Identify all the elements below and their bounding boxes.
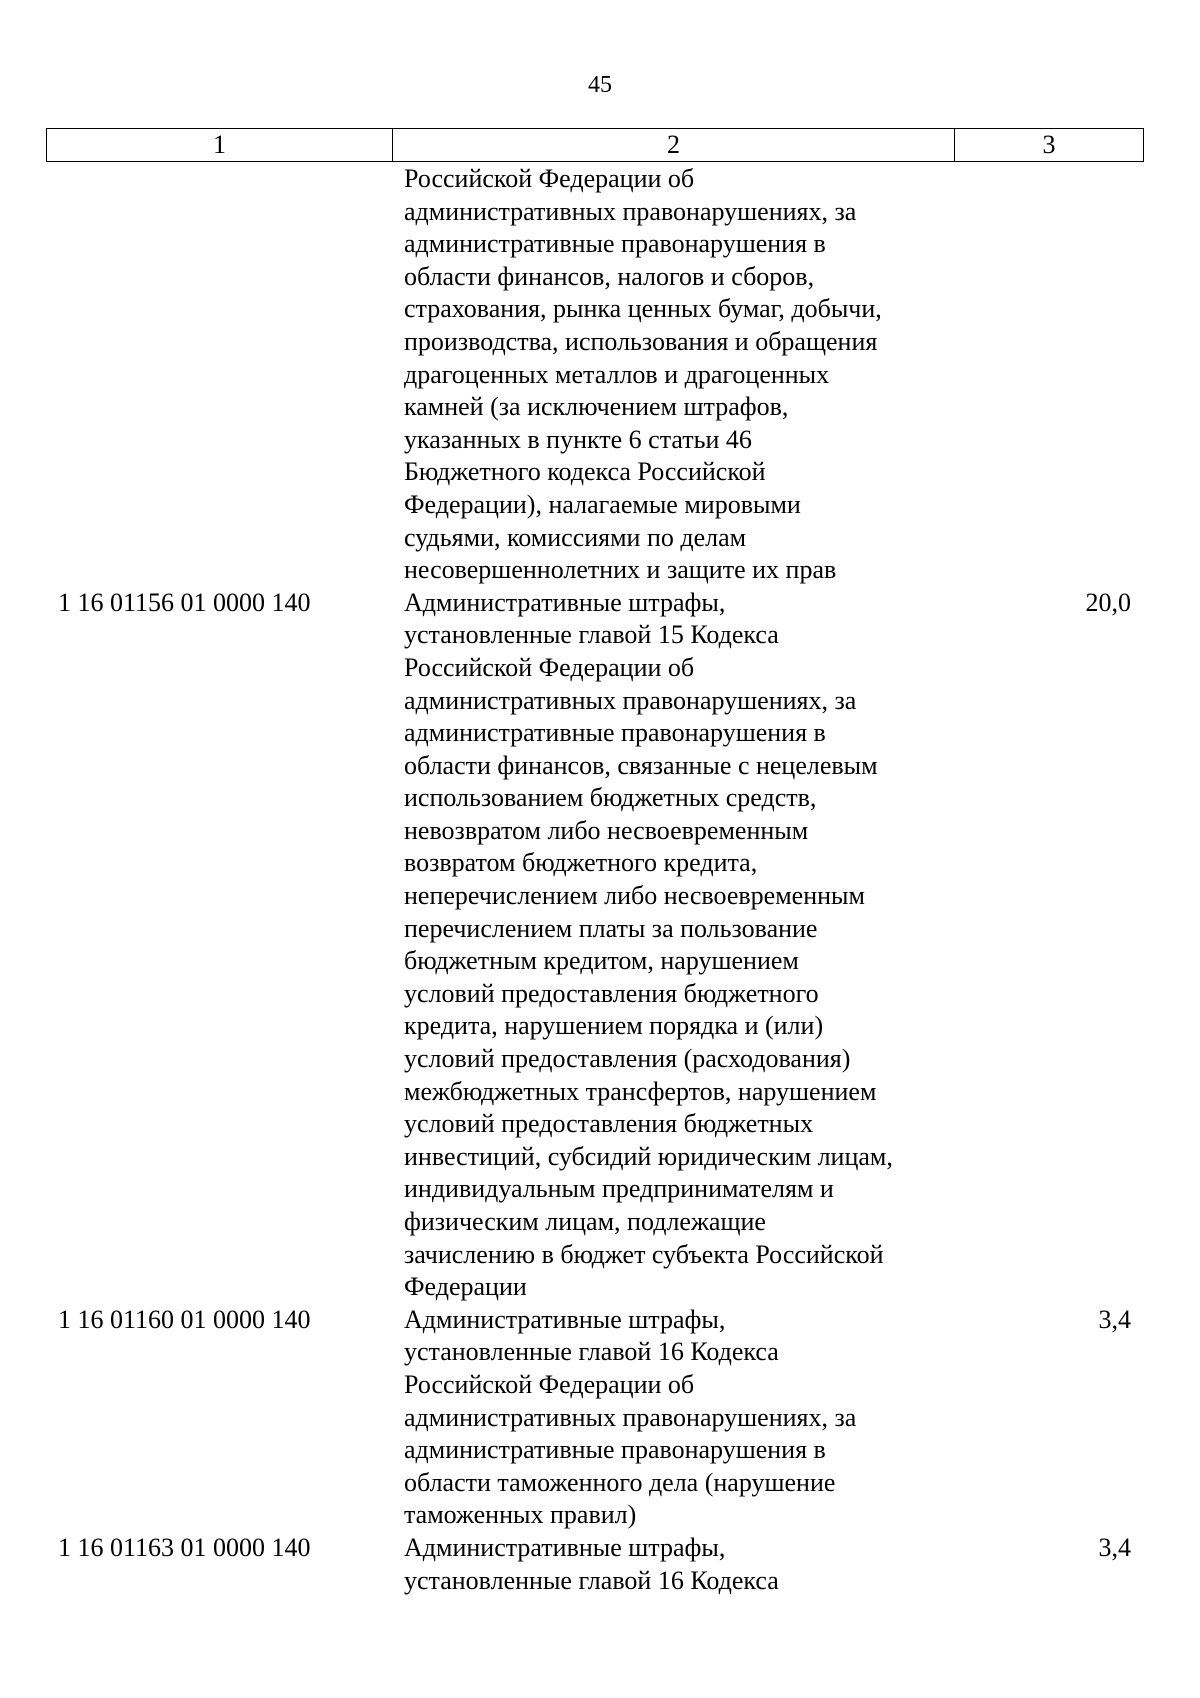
description-line: Бюджетного кодекса Российской — [404, 457, 766, 487]
description-line: перечислением платы за пользование — [404, 913, 818, 943]
description-line: драгоценных металлов и драгоценных — [404, 359, 830, 389]
budget-code: 1 16 01163 01 0000 140 — [58, 1532, 311, 1562]
description-line: условий предоставления бюджетных — [404, 1109, 814, 1139]
description-line: области финансов, связанные с нецелевым — [404, 750, 878, 780]
description-line: административных правонарушениях, за — [404, 1402, 857, 1432]
table-header-row — [47, 129, 1144, 162]
description-line: межбюджетных трансфертов, нарушением — [404, 1076, 877, 1106]
description-line: условий предоставления (расходования) — [404, 1044, 851, 1074]
description — [404, 163, 944, 587]
description-line: Административные штрафы, — [404, 1304, 726, 1334]
page-number: 45 — [588, 72, 612, 98]
description-line: установленные главой 16 Кодекса — [404, 1337, 779, 1367]
description-line: Российской Федерации об — [404, 164, 695, 193]
table-row — [0, 587, 1200, 1304]
description-line: индивидуальным предпринимателям и — [404, 1174, 834, 1204]
description-line: административные правонарушения в — [404, 229, 826, 259]
description-line: судьями, комиссиями по делам — [404, 522, 747, 552]
table-row — [0, 163, 1200, 587]
table-row — [0, 1532, 1200, 1597]
description-line: производства, использования и обращения — [404, 326, 878, 356]
description-line: невозвратом либо несвоевременным — [404, 815, 809, 845]
description-line: указанных в пункте 6 статьи 46 — [404, 424, 752, 454]
description-line: бюджетным кредитом, нарушением — [404, 946, 799, 976]
description-line: физическим лицам, подлежащие — [404, 1207, 766, 1236]
amount: 3,4 — [1098, 1304, 1131, 1334]
description-line: камней (за исключением штрафов, — [404, 392, 789, 422]
amount: 3,4 — [1098, 1532, 1131, 1562]
description-line: Федерации — [404, 1272, 527, 1302]
column-header-1: 1 — [47, 129, 393, 162]
description-line: неперечислением либо несвоевременным — [404, 881, 865, 911]
description-line: установленные главой 16 Кодекса — [404, 1565, 779, 1595]
description-line: установленные главой 15 Кодекса — [404, 620, 779, 650]
description — [404, 1532, 944, 1597]
description-line: области финансов, налогов и сборов, — [404, 261, 815, 291]
description-line: Административные штрафы, — [404, 1532, 726, 1562]
description-line: кредита, нарушением порядка и (или) — [404, 1011, 824, 1041]
description-line: административные правонарушения в — [404, 718, 826, 748]
description-line: несовершеннолетних и защите их прав — [404, 555, 837, 585]
column-header-3: 3 — [955, 129, 1144, 162]
description-line: страхования, рынка ценных бумаг, добычи, — [404, 294, 882, 324]
description-line: инвестиций, субсидий юридическим лицам, — [404, 1141, 893, 1171]
description — [404, 587, 944, 1304]
table-row — [0, 1304, 1200, 1532]
description-line: Российской Федерации об — [404, 652, 695, 682]
budget-code: 1 16 01156 01 0000 140 — [58, 587, 311, 617]
description-line: использованием бюджетных средств, — [404, 783, 817, 813]
budget-code: 1 16 01160 01 0000 140 — [58, 1304, 311, 1334]
description-line: возвратом бюджетного кредита, — [404, 848, 758, 878]
amount: 20,0 — [1085, 587, 1131, 617]
column-header-2: 2 — [393, 129, 955, 162]
description-line: Федерации), налагаемые мировыми — [404, 489, 801, 519]
description-line: Административные штрафы, — [404, 587, 726, 617]
table-header — [46, 128, 1144, 162]
description-line: зачислению в бюджет субъекта Российской — [404, 1239, 884, 1269]
description-line: административных правонарушениях, за — [404, 196, 857, 226]
table-body — [0, 163, 1200, 1597]
description-line: Российской Федерации об — [404, 1369, 695, 1399]
description-line: области таможенного дела (нарушение — [404, 1467, 836, 1497]
description-line: условий предоставления бюджетного — [404, 978, 819, 1008]
description-line: административных правонарушениях, за — [404, 685, 857, 715]
description-line: таможенных правил) — [404, 1500, 637, 1530]
description — [404, 1304, 944, 1532]
description-line: административные правонарушения в — [404, 1435, 826, 1465]
